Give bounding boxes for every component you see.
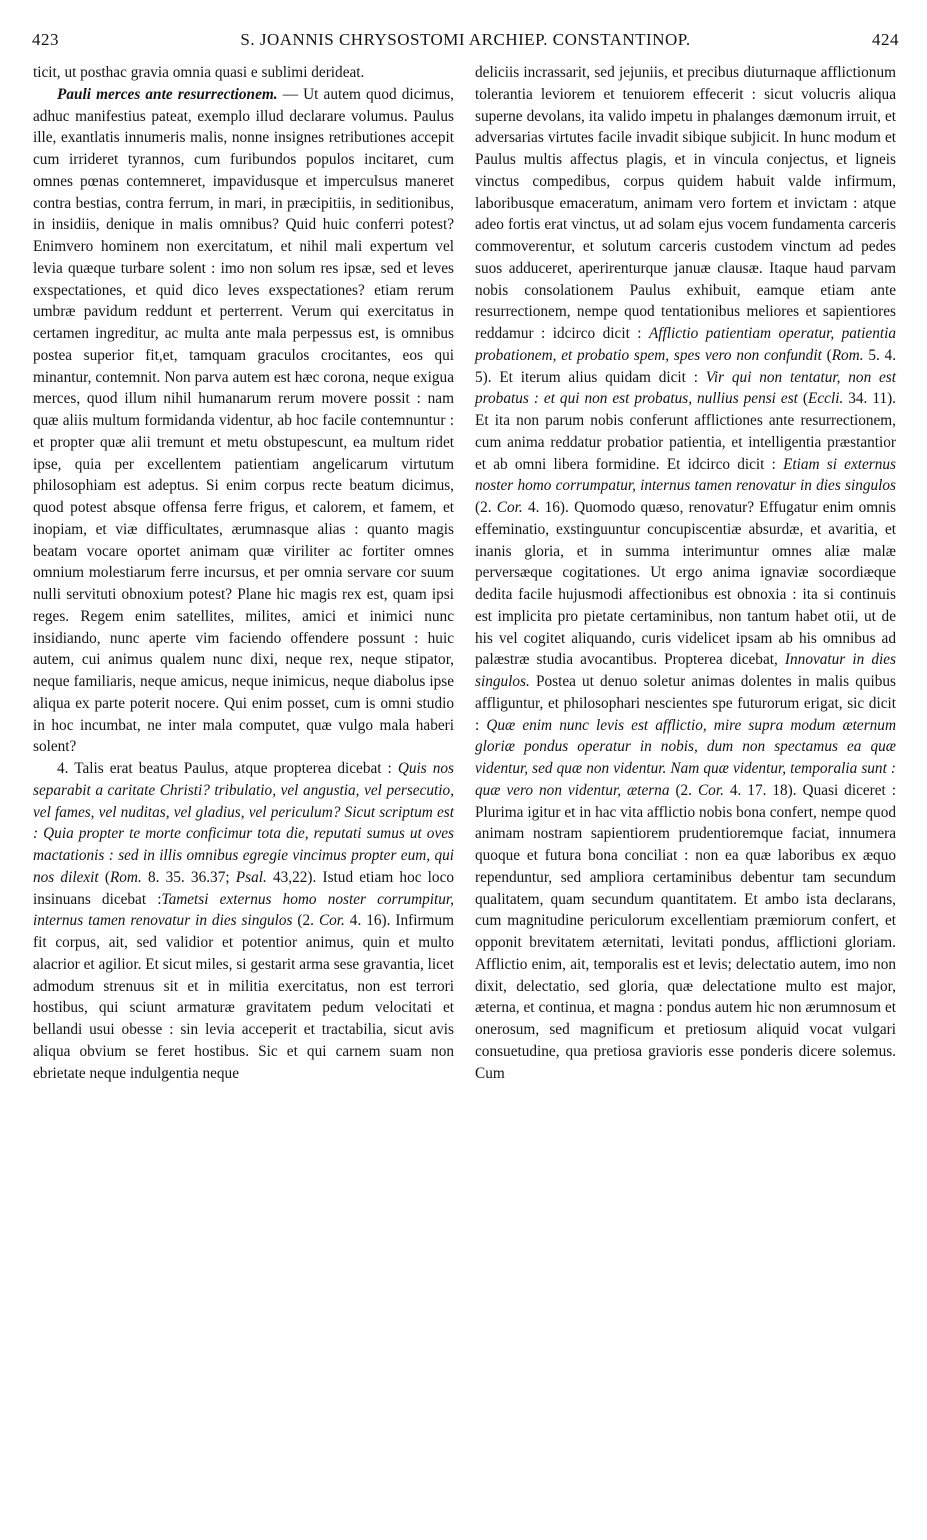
text-run: 4. 16). Quomodo quæso, renovatur? Effugatur enim omnis effeminatio, exstinguuntur concupiscentiæ absurdæ, et avaritia, et inanis gloria, et in summa interimuntur omnes aliæ malæ perversæque cogitationes. Ut ergo anima ignaviæ socordiæque dedita facile hujusmodi affectionibus est obnoxia : ita si continuis est implicita pro pietate certaminibus, non tantum habet otii, ut de his vel cogitet aliquando, curis videlicet ipsam ab his omnibus ad palæstræ studia avocantibus. Propterea dicebat, (475, 499, 896, 669)
scripture-quote: Etiam si externus noster homo corrumpatur, internus tamen renovatur in dies singulos (475, 455, 896, 495)
citation-book: Cor. (496, 499, 523, 516)
citation-book: Eccli. (808, 390, 844, 408)
text-run: ticit, ut posthac gravia omnia quasi e sublimi derideat. (33, 64, 365, 81)
right-column (475, 62, 896, 1084)
scripture-quote: Tametsi externus homo noster corrumpitur, internus tamen renovatur in dies singulos (33, 890, 454, 930)
citation-book: Cor. (697, 781, 724, 799)
running-header (32, 30, 899, 58)
left-paragraph-2 (33, 84, 454, 758)
text-run: 4. 16). Infirmum fit corpus, ait, sed validior et potentior animus, quin et multo alacrior et agilior. Et sicut miles, si gestarit arma sese gravantia, licet admodum strenuus sit et in militia exercitatus, non est terrori hostibus, qui sciunt armaturæ gravitatem pedum velocitati et bellandi usui obesse : sin levia acceperit et tractabilia, sicut avis aliqua obvium se feret hostibus. Sic et qui carnem suam non ebrietate neque indulgentia neque (33, 912, 454, 1082)
text-run: 8. 35. 36.37; (141, 868, 236, 886)
citation-book: Cor. (318, 912, 345, 930)
citation-book: Rom. (831, 346, 864, 364)
scripture-quote: Innovatur in dies singulos. (475, 651, 896, 690)
left-paragraph-3 (33, 758, 454, 1084)
text-run: ( (821, 346, 832, 364)
text-run: (2. (669, 781, 698, 799)
right-paragraph-1 (475, 62, 896, 1084)
text-run: 34. 11). Et ita non parum nobis conferunt afflictiones ante resurrectionem, cum anima reddatur probatior patientia, et intelligentia præstantior et ab omni libera formidine. Et idcirco dicit : (475, 390, 897, 473)
text-run: (2. (475, 499, 497, 516)
page-number-left: 423 (32, 30, 59, 49)
text-run: 5. 4. 5). Et iterum alius quidam dicit : (475, 346, 897, 386)
text-run: 4. 17. 18). Quasi diceret : Plurima igitur et in hac vita afflictio nobis bona confert, nempe quod animam nostram sapientiorem prudentioremque faciat, innumera quoque et futura bona conciliat : non ea quæ laboribus ex æquo rependuntur, sed ampliora certaminibus debentur tam secundum qualitatem, quam secundum quantitatem. Et ambo ista declarans, cum magnitudine periculorum excellentiam præmiorum confert, et opponit brevitatem æternitati, levitati pondus, afflictioni gloriam. Afflictio enim, ait, temporalis est et levis; delectatio autem, imo non dixit, delectatio, sed gloria, quæ delectatione multo est major, æterna, et continua, et magna : pondus autem hic non ærumnosum et onerosum, sed magnificum et pretiosum aliquid vocat vulgari consuetudine, qua pretiosa gravioris esse ponderis dicere solemus. Cum (475, 781, 896, 1082)
text-run: — Ut autem quod dicimus, adhuc manifestius pateat, exemplo illud declarare volumus. Paulus ille, exantlatis innumeris malis, nonne insignes retributiones accepit cum irrideret tyrannos, cum furibundos populos incitaret, cum omnes pœnas contemneret, impavidusque et imperculsus maneret contra bestias, contra ferrum, in mari, in præcipitiis, in seditionibus, in insidiis, denique in malis omnibus? Quid huic conferri potest? Enimvero hominem non exercitatum, et nihil mali expertum vel levia quæque turbare solent : imo non solum res ipsæ, sed et leves exspectationes, et quid dico leves exspectationes? etiam rerum umbræ pavidum reddunt et perterrent. Verum qui exercitatus in certamen ingreditur, ac multa ante mala perpessus est, is omnibus postea superior fit,et, tamquam graculos crocitantes, eos qui minantur, contemnit. Non parva autem est hæc corona, neque exigua merces, quod illum nihil humanarum rerum movere possit : nam quæ aliis multum formidanda videntur, ab hoc facile contemnuntur : et propter quæ alii tremunt et metu obstupescunt, ea multum ridet ipse, quia per excellentem patientiam angelicarum virtutum philosophiam est adeptus. Si enim corpus recte beatum dicimus, quod potest absque offensa ferre frigus, et calorem, et famem, et inopiam, et viæ difficultates, ærumnasque alias : quanto magis beatam vocare oportet animam quæ viriliter ac fortiter omnes omnium molestiarum ferre incursus, et per omnia servare cor suum nulli servituti obnoxium potest? Plane hic magis rex est, quam ipsi reges. Regem enim satellites, milites, amici et inimici nunc insidiando, nunc aperte vim faciendo offendere possunt : huic autem, cui animus qualem nunc dixi, neque rex, neque stipator, neque familiaris, neque amicus, neque inimicus, neque diabolus ipse aliqua ex parte poterit nocere. Qui enim posset, cum is omni studio in hoc incumbat, ne inter mala computet, quæ vulgo mala haberi solent? (33, 85, 454, 756)
text-run: ( (797, 390, 809, 408)
citation-book: Rom. (109, 868, 142, 886)
page-number-right: 424 (872, 30, 899, 49)
text-run: 43,22). Istud etiam hoc loco insinuans dicebat : (33, 868, 455, 908)
text-run: ( (98, 868, 110, 886)
left-paragraph-1 (33, 62, 454, 84)
citation-book: Psal. (235, 868, 267, 886)
scripture-quote: Quis nos separabit a caritate Christi? tribulatio, vel angustia, vel persecutio, vel fames, vel nuditas, vel gladius, vel periculum? Sicut scriptum est : Quia propter te morte conficimur tota die, reputati sumus ut oves mactationis : sed in illis omnibus egregie vincimus propter eum, qui nos dilexit (33, 760, 454, 886)
running-title: S. JOANNIS CHRYSOSTOMI ARCHIEP. CONSTANTINOP. (240, 30, 691, 49)
text-run: (2. (292, 912, 319, 930)
scripture-quote: Quæ enim nunc levis est afflictio, mire supra modum æternum gloriæ pondus operatur in nobis, dum non spectamus ea quæ videntur, sed quæ non videntur. Nam quæ videntur, temporalia sunt : quæ vero non videntur, æterna (475, 716, 896, 799)
text-run: Postea ut denuo soletur animas dolentes in malis quibus affliguntur, et philosophari nescientes spe futurorum erigat, sic dicit : (475, 673, 896, 734)
left-column (33, 62, 454, 1084)
section-heading: Pauli merces ante resurrectionem. (57, 85, 278, 103)
text-run: 4. Talis erat beatus Paulus, atque propterea dicebat : (57, 760, 398, 777)
text-run: deliciis incrassarit, sed jejuniis, et precibus diuturnaque afflictionum tolerantia leviorem et tenuiorem effecerit : sicut volucris aliqua superne devolans, ita valido impetu in phalanges dæmonum irruit, et adversarias virtutes facile invadit sibique subjicit. In hunc modum et Paulus multis affectus plagis, et in vincula conjectus, et ligneis vinctus compedibus, corpus quidem habuit valde infirmum, laboribusque emaceratum, animam vero fortem et invictam : atque adeo fortis erat vinctus, ut ad solam ejus vocem fundamenta carceris commoverentur, et solutum carceris custodem vinctum ad pedes suos adduceret, aperirenturque januæ clausæ. Itaque haud parvam nobis consolationem Paulus exhibuit, eamque etiam ante resurrectionem, nempe quod tentationibus meliores et sapientiores reddamur : idcirco dicit : (475, 64, 896, 342)
scripture-quote: Vir qui non tentatur, non est probatus : et qui non est probatus, nullius pensi est (475, 368, 896, 408)
scripture-quote: Afflictio patientiam operatur, patientia probationem, et probatio spem, spes vero non confundit (475, 325, 896, 364)
